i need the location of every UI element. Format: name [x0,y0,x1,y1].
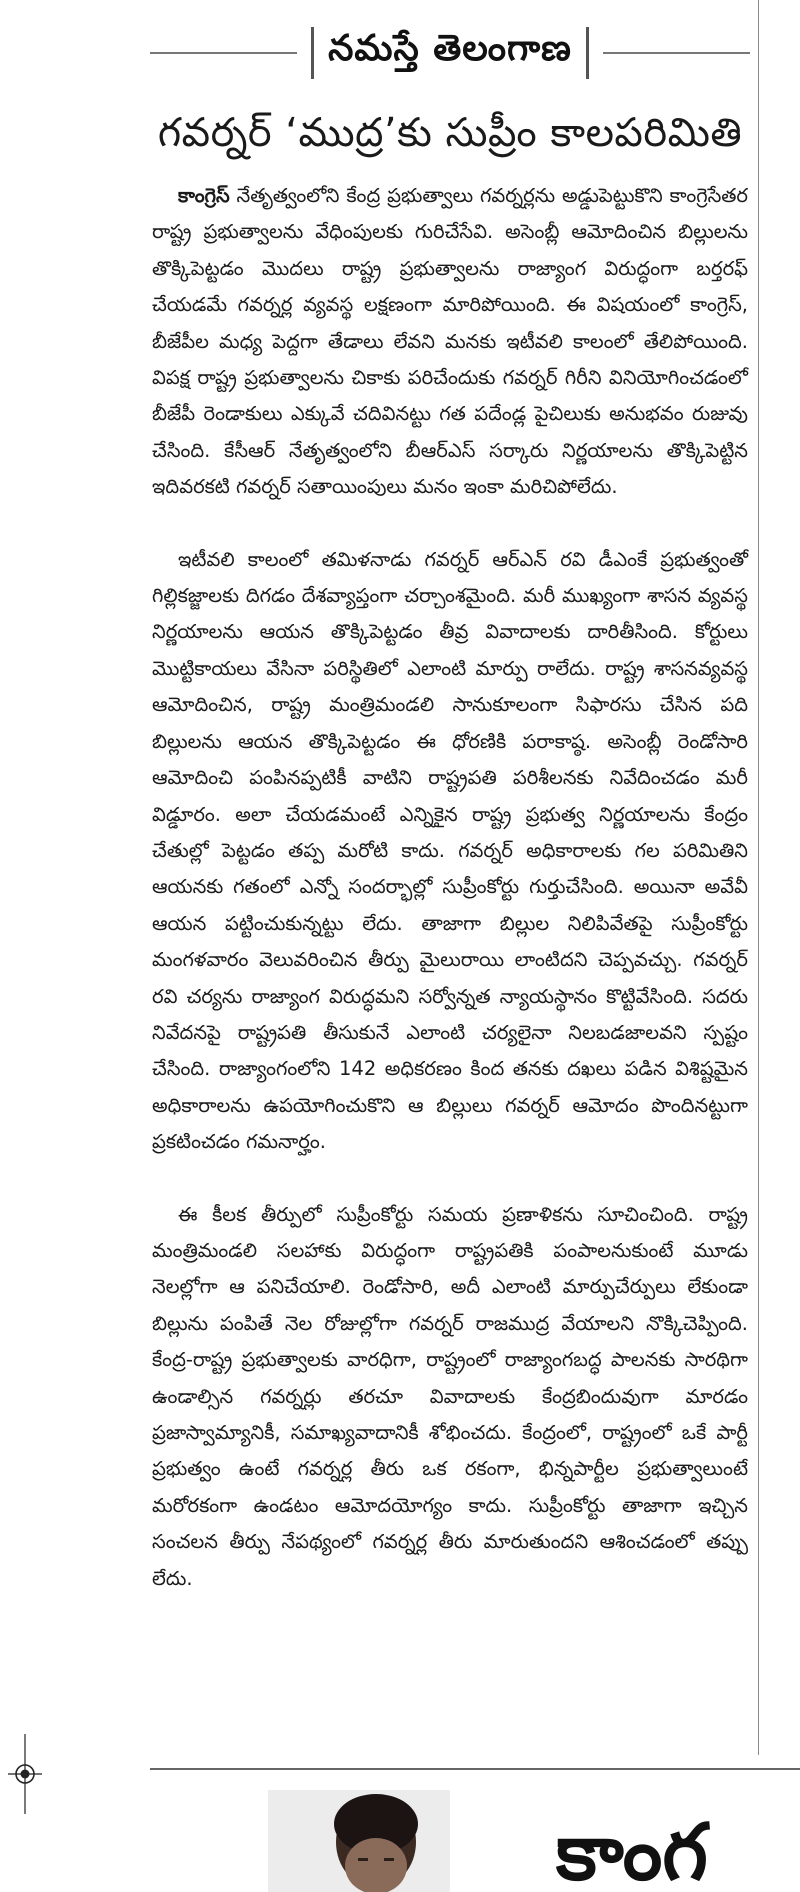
next-article-title: కాంగ [556,1808,708,1892]
paragraph-2: ఇటీవలి కాలంలో తమిళనాడు గవర్నర్ ఆర్ఎన్ రవి డీఎంకే ప్రభుత్వంతో గిల్లికజ్జాలకు దిగడం దేశవ్యాప్తంగా చర్చాంశమైంది. మరీ ముఖ్యంగా శాసన వ్యవస్థ నిర్ణయాలను ఆయన తొక్కిపెట్టడం తీవ్ర వివాదాలకు దారితీసింది. కోర్టులు మొట్టికాయలు వేసినా పరిస్థితిలో ఎలాంటి మార్పు రాలేదు. రాష్ట్ర శాసనవ్యవస్థ ఆమోదించిన, రాష్ట్ర మంత్రిమండలి సానుకూలంగా సిఫారసు చేసిన పది బిల్లులను ఆయన తొక్కిపెట్టడం ఈ ధోరణికి పరాకాష్ఠ. అసెంబ్లీ రెండోసారి ఆమోదించి పంపినప్పటికీ వాటిని రాష్ట్రపతి పరిశీలనకు నివేదించడం మరీ విడ్డూరం. అలా చేయడమంటే ఎన్నికైన రాష్ట్ర ప్రభుత్వ నిర్ణయాలను కేంద్రం చేతుల్లో పెట్టడం తప్ప మరోటి కాదు. గవర్నర్ అధికారాలకు గల పరిమితిని ఆయనకు గతంలో ఎన్నో సందర్భాల్లో సుప్రీంకోర్టు గుర్తుచేసింది. అయినా అవేవీ ఆయన పట్టించుకున్నట్టు లేదు. తాజాగా బిల్లుల నిలిపివేతపై సుప్రీంకోర్టు మంగళవారం వెలువరించిన తీర్పు మైలురాయి లాంటిదని చెప్పవచ్చు. గవర్నర్ రవి చర్యను రాజ్యాంగ విరుద్ధమని సర్వోన్నత న్యాయస్థానం కొట్టివేసింది. సదరు నివేదనపై రాష్ట్రపతి తీసుకునే ఎలాంటి చర్యలైనా నిలబడజాలవని స్పష్టం చేసింది. రాజ్యాంగంలోని 142 అధికరణం కింద తనకు దఖలు పడిన విశిష్టమైన అధికారాలను ఉపయోగించుకొని ఆ బిల్లులు గవర్నర్ ఆమోదం పొందినట్టుగా ప్రకటించడం గమనార్హం. [152,547,748,1154]
masthead [150,22,750,84]
author-photo [268,1790,450,1892]
paragraph-1 [152,178,748,506]
masthead-left-bar [311,27,314,79]
section-separator [150,1768,800,1770]
paragraph-1-text: నేతృత్వంలోని కేంద్ర ప్రభుత్వాలు గవర్నర్లను అడ్డుపెట్టుకొని కాంగ్రెసేతర రాష్ట్ర ప్రభుత్వాలను వేధింపులకు గురిచేసేవి. అసెంబ్లీ ఆమోదించిన బిల్లులను తొక్కిపెట్టడం మొదలు రాష్ట్ర ప్రభుత్వాలను రాజ్యాంగ విరుద్ధంగా బర్తరఫ్ చేయడమే గవర్నర్ల వ్యవస్థ లక్షణంగా మారిపోయింది. ఈ విషయంలో కాంగ్రెస్, బీజేపీల మధ్య పెద్దగా తేడాలు లేవని మనకు ఇటీవలి కాలంలో తేలిపోయింది. విపక్ష రాష్ట్ర ప్రభుత్వాలను చికాకు పరిచేందుకు గవర్నర్ గిరీని వినియోగించడంలో బీజేపీ రెండాకులు ఎక్కువే చదివినట్టు గత పదేండ్ల పైచిలుకు అనుభవం రుజువు చేసింది. కేసీఆర్ నేతృత్వంలోని బీఆర్ఎస్ సర్కారు నిర్ణయాలను తొక్కిపెట్టిన ఇదివరకటి గవర్నర్ సతాయింపులు మనం ఇంకా మరిచిపోలేదు. [152,184,748,499]
paragraph-3: ఈ కీలక తీర్పులో సుప్రీంకోర్టు సమయ ప్రణాళికను సూచించింది. రాష్ట్ర మంత్రిమండలి సలహాకు విరుద్ధంగా రాష్ట్రపతికి పంపాలనుకుంటే మూడు నెలల్లోగా ఆ పనిచేయాలి. రెండోసారి, అదీ ఎలాంటి మార్పుచేర్పులు లేకుండా బిల్లును పంపితే నెల రోజుల్లోగా గవర్నర్ రాజముద్ర వేయాలని నొక్కిచెప్పింది. కేంద్ర-రాష్ట్ర ప్రభుత్వాలకు వారధిగా, రాష్ట్రంలో రాజ్యాంగబద్ధ పాలనకు సారథిగా ఉండాల్సిన గవర్నర్లు తరచూ వివాదాలకు కేంద్రబిందువుగా మారడం ప్రజాస్వామ్యానికీ, సమాఖ్యవాదానికీ శోభించదు. కేంద్రంలో, రాష్ట్రంలో ఒకే పార్టీ ప్రభుత్వం ఉంటే గవర్నర్ల తీరు ఒక రకంగా, భిన్నపార్టీల ప్రభుత్వాలుంటే మరోరకంగా ఉండటం ఆమోదయోగ్యం కాదు. సుప్రీంకోర్టు తాజాగా ఇచ్చిన సంచలన తీర్పు నేపథ్యంలో గవర్నర్ల తీరు మారుతుందని ఆశించడంలో తప్పు లేదు. [152,1202,748,1590]
masthead-right-rule [603,52,750,54]
registration-mark-icon [8,1734,42,1814]
portrait-image [268,1790,450,1892]
lead-word: కాంగ్రెస్ [178,184,230,207]
masthead-right-bar [586,27,589,79]
masthead-left-rule [150,52,297,54]
editorial-body [152,178,748,1633]
column-divider [758,0,759,1755]
newspaper-brand: నమస్తే తెలంగాణ [328,28,572,69]
editorial-headline: గవర్నర్ ‘ముద్ర’కు సుప్రీం కాలపరిమితి [157,110,743,156]
